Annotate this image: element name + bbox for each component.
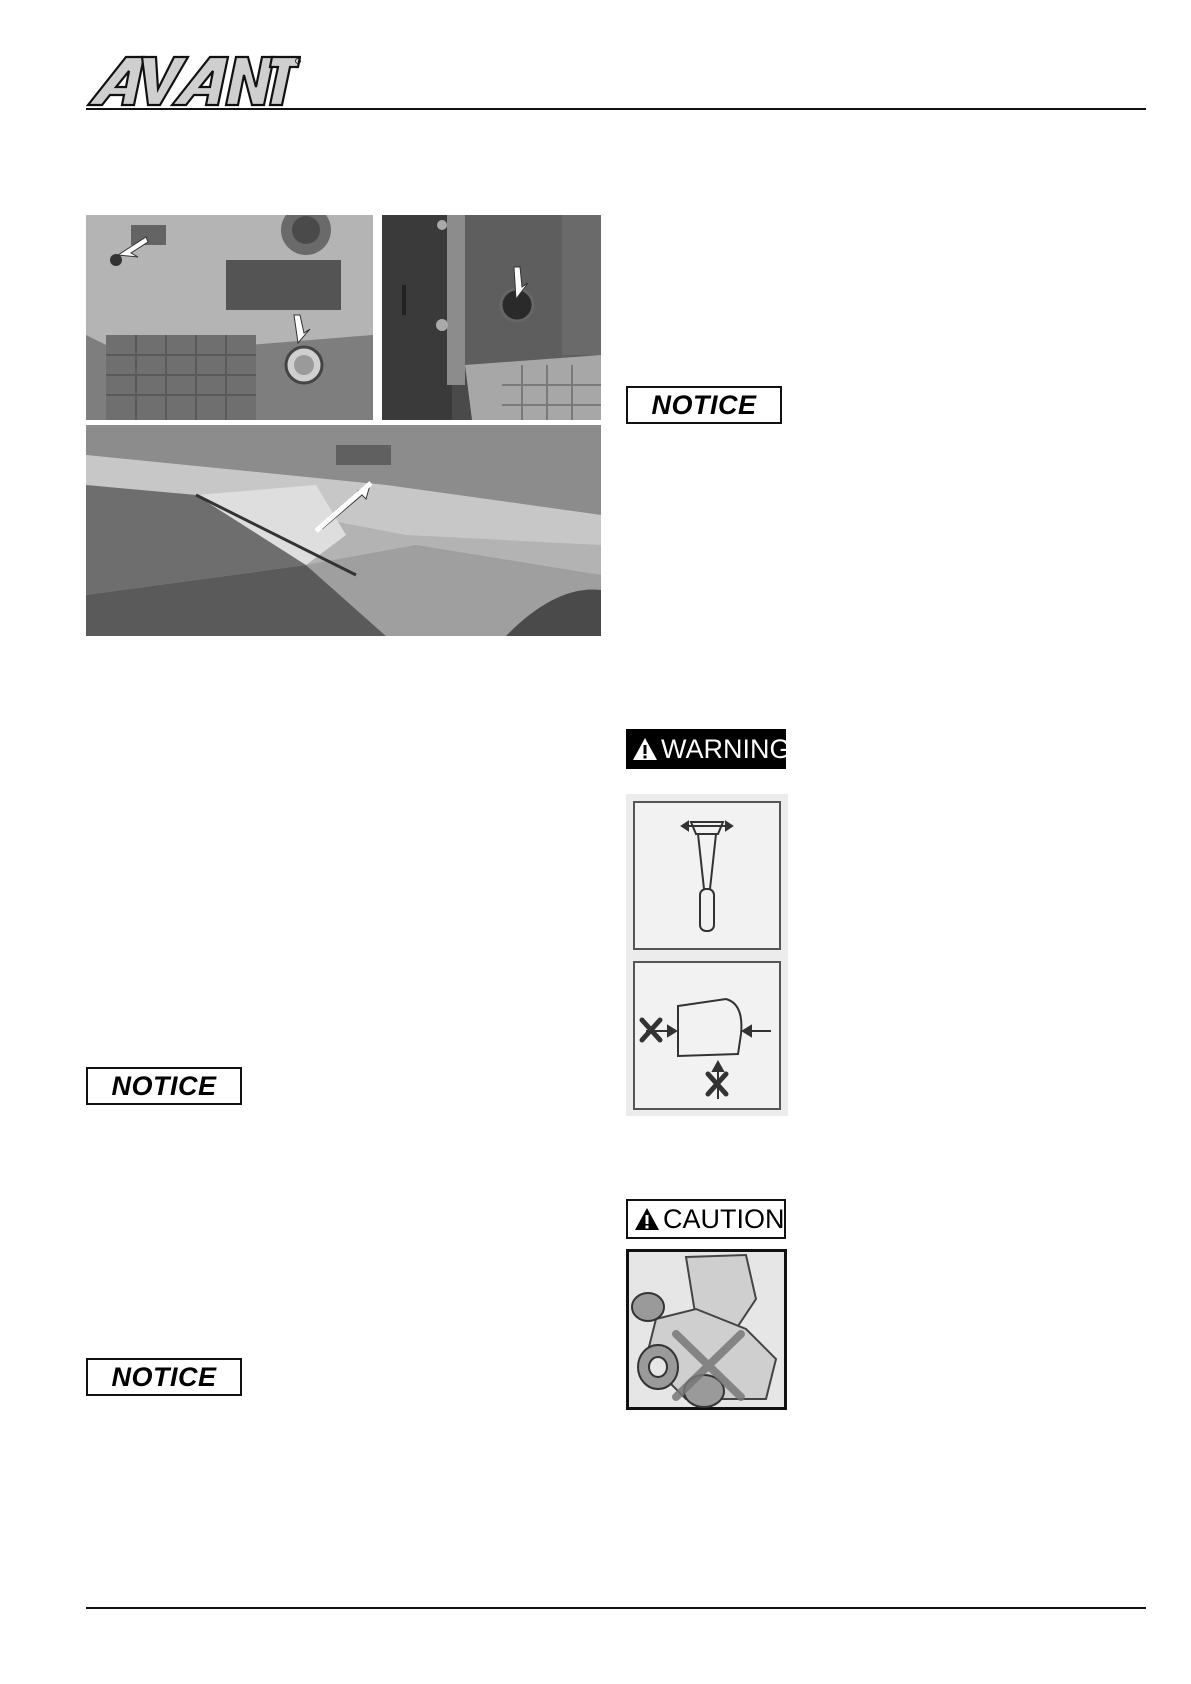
photo-underbody-drain [86,425,601,636]
warning-label [626,729,791,769]
avant-logo [86,55,301,107]
footer-rule [86,1607,1146,1609]
caution-pictogram [626,1249,787,1410]
notice-label: NOTICE [626,386,782,424]
warning-text: WARNING [661,733,791,764]
caution-label [626,1199,786,1239]
photo-side-drain-plug [382,215,601,420]
notice-label: NOTICE [86,1358,242,1396]
photo-floor-drain-plugs [86,215,373,420]
notice-label: NOTICE [86,1067,242,1105]
caution-text: CAUTION [663,1203,785,1234]
caution-triangle-icon [634,1207,660,1231]
header-rule [86,108,1146,110]
warning-pictogram [626,794,788,1116]
warning-triangle-icon [632,737,658,761]
